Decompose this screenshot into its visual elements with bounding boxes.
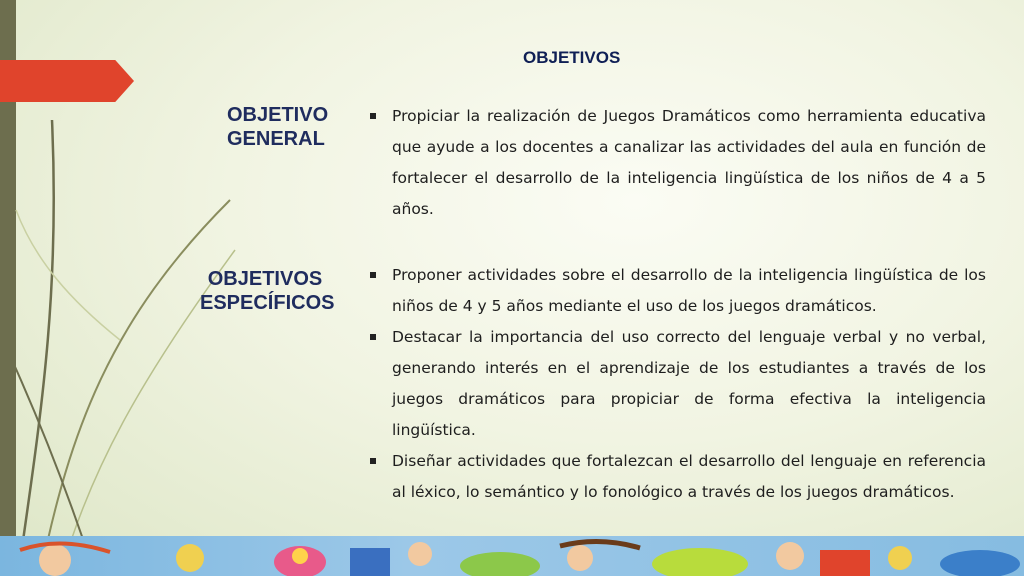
list-item-text: Destacar la importancia del uso correcto del lenguaje verbal y no verbal, generando interés en el aprendizaje de los estudiantes a través de los juegos dramáticos para propiciar de forma efectiva la inteligencia lingüística. <box>392 328 986 439</box>
list-item-text: Proponer actividades sobre el desarrollo de la inteligencia lingüística de los niños de 4 y 5 años mediante el uso de los juegos dramáticos. <box>392 266 986 315</box>
general-heading-line1: OBJETIVO <box>227 104 329 126</box>
slide-title: OBJETIVOS <box>523 48 621 67</box>
list-item-text: Propiciar la realización de Juegos Dramáticos como herramienta educativa que ayude a los docentes a canalizar las actividades del aula en función de fortalecer el desarrollo de la inteligencia lingüística de los niños de 4 a 5 años. <box>392 107 986 218</box>
list-item <box>370 260 986 322</box>
specific-heading-line2: ESPECÍFICOS <box>200 292 335 314</box>
square-bullet-icon <box>370 334 376 340</box>
specific-objectives-list <box>370 260 986 508</box>
square-bullet-icon <box>370 272 376 278</box>
general-objective-heading <box>227 103 328 151</box>
list-item-text: Diseñar actividades que fortalezcan el desarrollo del lenguaje en referencia al léxico, lo semántico y lo fonológico a través de los juegos dramáticos. <box>392 452 986 501</box>
specific-objectives-heading <box>200 267 335 315</box>
list-item <box>370 322 986 446</box>
accent-arrow-tab <box>0 60 134 102</box>
square-bullet-icon <box>370 458 376 464</box>
general-objective-list <box>370 101 986 225</box>
square-bullet-icon <box>370 113 376 119</box>
cartoon-children-image <box>0 536 1024 576</box>
list-item <box>370 446 986 508</box>
children-illustration-strip <box>0 536 1024 576</box>
list-item <box>370 101 986 225</box>
general-heading-line2: GENERAL <box>227 128 325 150</box>
specific-heading-line1: OBJETIVOS <box>207 268 323 290</box>
